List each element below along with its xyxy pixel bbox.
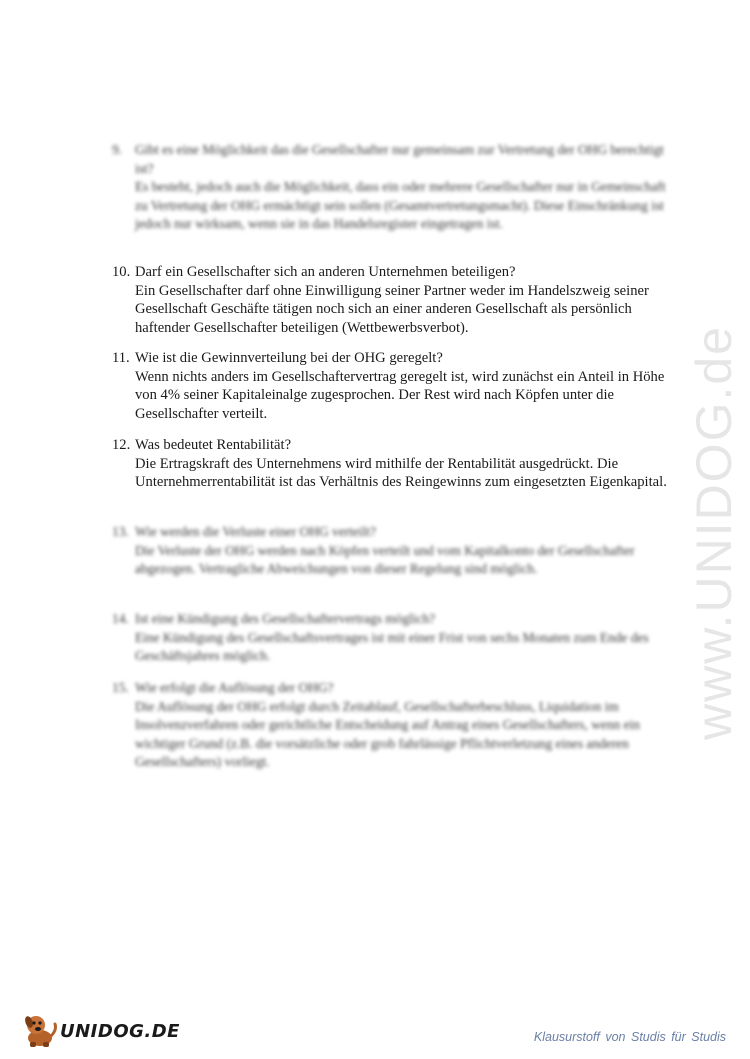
question-number: 9. [112, 142, 123, 157]
question-text: Darf ein Gesellschafter sich an anderen Unternehmen beteiligen? [135, 264, 516, 280]
qa-item-14 [112, 610, 672, 666]
question-text: Wie werden die Verluste einer OHG verteilt? [135, 524, 376, 539]
question-number: 14. [112, 611, 129, 626]
answer-text: Die Verluste der OHG werden nach Köpfen verteilt und vom Kapitalkonto der Gesellschafter abgezogen. Vertragliche Abweichungen von dieser Regelung sind möglich. [135, 542, 635, 576]
question-number: 13. [112, 524, 129, 539]
qa-item-9 [112, 141, 672, 234]
site-watermark: www.UNIDOG.de [686, 325, 742, 740]
question-text: Was bedeutet Rentabilität? [135, 437, 292, 453]
question-number: 10. [112, 264, 131, 280]
dog-mascot-icon [22, 1010, 58, 1048]
question-text: Gibt es eine Möglichkeit das die Gesellschafter nur gemeinsam zur Vertretung der OHG berechtigt ist? [135, 142, 664, 176]
answer-text: Ein Gesellschafter darf ohne Einwilligung seiner Partner weder im Handelszweig seiner Gesellschaft Geschäfte tätigen noch sich an einer anderen Gesellschaft als persönlich haftender Gesellschafter beteiligen (Wettbewerbsverbot). [135, 282, 649, 336]
answer-text: Eine Kündigung des Gesellschaftsvertrages ist mit einer Frist von sechs Monaten zum Ende des Geschäftsjahres möglich. [135, 629, 649, 663]
qa-item-11 [112, 349, 672, 423]
qa-item-10 [112, 263, 672, 337]
logo-text: UNIDOG.DE [60, 1021, 180, 1042]
answer-text: Wenn nichts anders im Gesellschaftervertrag geregelt ist, wird zunächst ein Anteil in Höhe von 4% seiner Kapitaleinalge zugesprochen. Der Rest wird nach Köpfen unter die Gesellschafter verteilt. [135, 368, 665, 422]
question-text: Wie ist die Gewinnverteilung bei der OHG geregelt? [135, 350, 443, 366]
question-text: Ist eine Kündigung des Gesellschaftervertrags möglich? [135, 611, 436, 626]
answer-text: Es besteht, jedoch auch die Möglichkeit, dass ein oder mehrere Gesellschafter nur in Gemeinschaft zu Vertretung der OHG ermächtigt sein sollen (Gesamtvertretungsmacht). Diese Einschränkung ist jedoch nur wirksam, wenn sie in das Handelsregister eingetragen ist. [135, 179, 666, 231]
qa-item-12 [112, 436, 672, 492]
qa-item-13 [112, 523, 672, 579]
footer-tagline: Klausurstoff von Studis für Studis [533, 1030, 726, 1044]
question-number: 12. [112, 437, 131, 453]
question-number: 11. [112, 350, 130, 366]
qa-item-15 [112, 679, 672, 772]
answer-text: Die Ertragskraft des Unternehmens wird mithilfe der Rentabilität ausgedrückt. Die Unternehmerrentabilität ist das Verhältnis des Reingewinns zum eingesetzten Eigenkapital. [135, 455, 667, 490]
question-number: 15. [112, 680, 129, 695]
unidog-logo[interactable] [22, 1010, 180, 1048]
question-text: Wie erfolgt die Auflösung der OHG? [135, 680, 334, 695]
answer-text: Die Auflösung der OHG erfolgt durch Zeitablauf, Gesellschafterbeschluss, Liquidation im Insolvenzverfahren oder gerichtliche Entscheidung auf Antrag eines Gesellschafters, wenn ein wichtiger Grund (z.B. die vorsätzliche oder grob fahrlässige Pflichtverletzung eines anderen Gesellschafters) vorliegt. [135, 698, 640, 769]
